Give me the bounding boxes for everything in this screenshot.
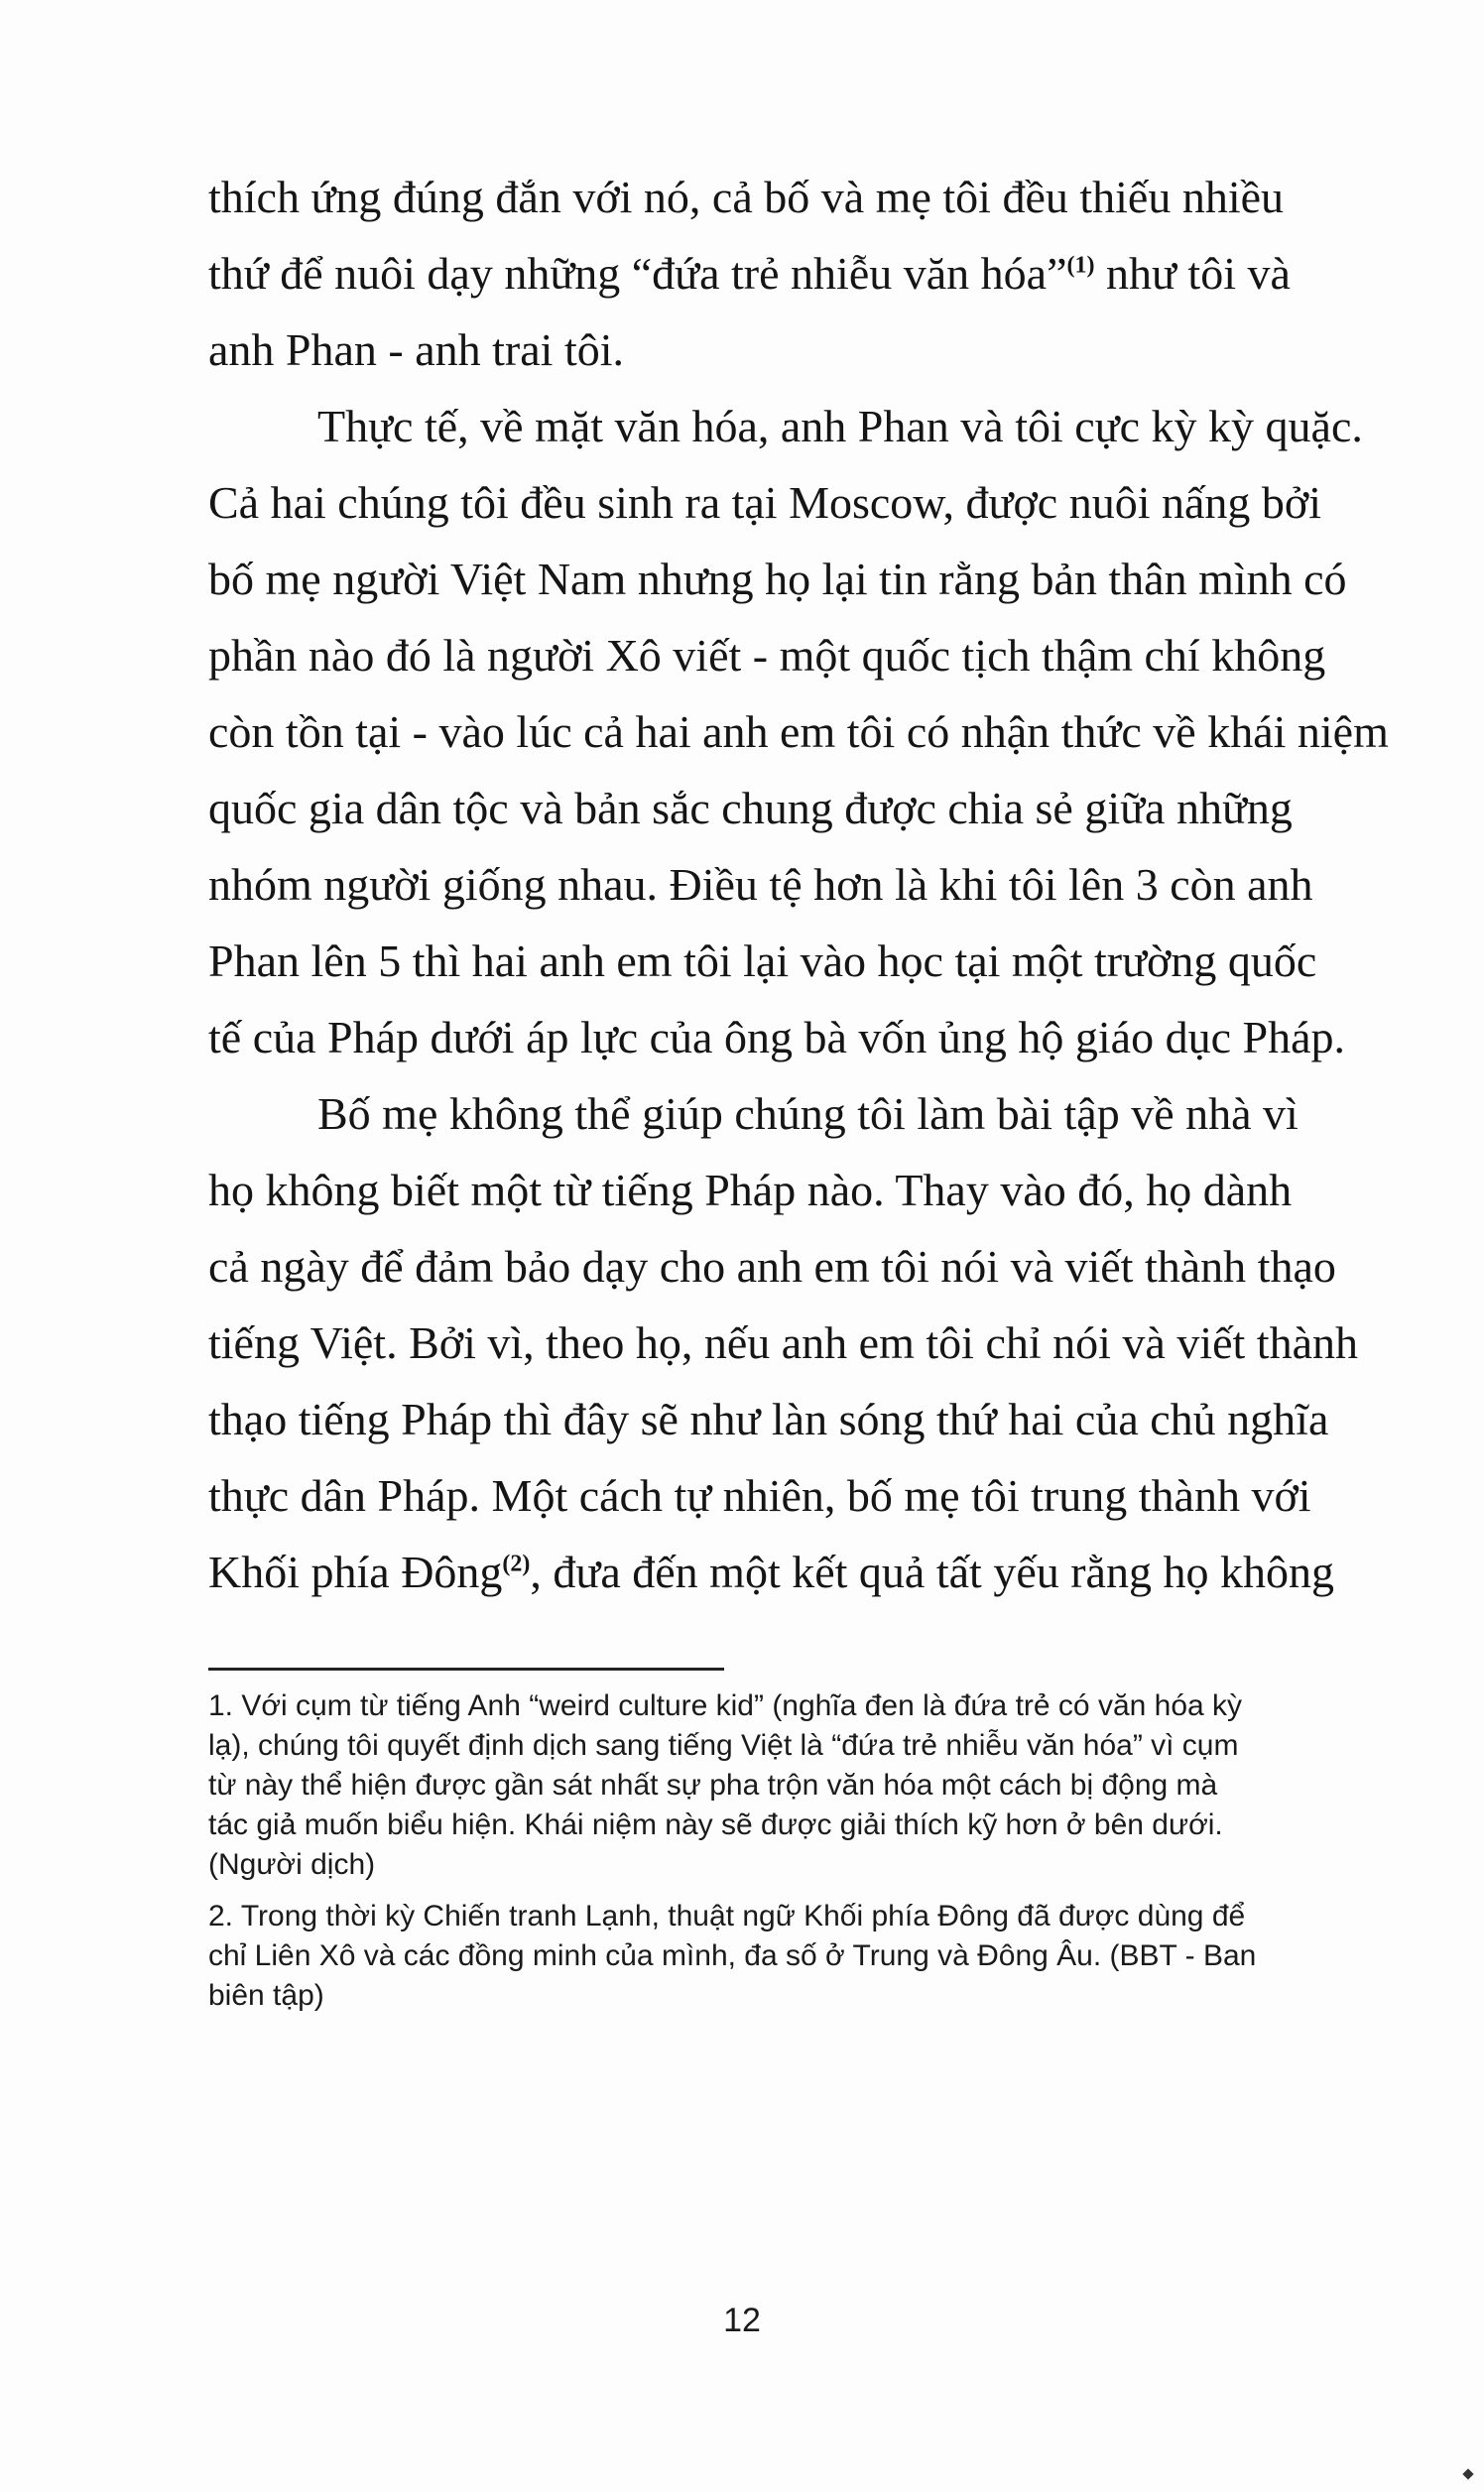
footnote-reference: (1)	[1066, 252, 1095, 279]
body-line	[208, 1305, 1379, 1381]
body-line-text-after: , đưa đến một kết quả tất yếu rằng họ không	[530, 1547, 1334, 1597]
body-line-text: bố mẹ người Việt Nam nhưng họ lại tin rằng bản thân mình có	[208, 554, 1347, 604]
footnote-divider	[208, 1668, 724, 1671]
body-line	[208, 159, 1379, 235]
corner-mark	[1462, 2468, 1473, 2479]
body-line-text: thực dân Pháp. Một cách tự nhiên, bố mẹ tôi trung thành với	[208, 1470, 1311, 1521]
body-line-text: cả ngày để đảm bảo dạy cho anh em tôi nói và viết thành thạo	[208, 1241, 1336, 1292]
body-line	[208, 1152, 1379, 1228]
body-line-text: tiếng Việt. Bởi vì, theo họ, nếu anh em tôi chỉ nói và viết thành	[208, 1317, 1359, 1368]
body-line	[208, 693, 1389, 770]
body-line-text: Thực tế, về mặt văn hóa, anh Phan và tôi cực kỳ kỳ quặc.	[317, 401, 1363, 451]
body-line-text: thạo tiếng Pháp thì đây sẽ như làn sóng thứ hai của chủ nghĩa	[208, 1394, 1329, 1444]
footnote-line: 1. Với cụm từ tiếng Anh “weird culture kid” (nghĩa đen là đứa trẻ có văn hóa kỳ	[208, 1689, 1243, 1722]
body-line	[208, 541, 1379, 617]
footnote-line: 2. Trong thời kỳ Chiến tranh Lạnh, thuật ngữ Khối phía Đông đã được dùng để	[208, 1900, 1246, 1932]
body-line	[208, 770, 1379, 846]
body-line-text: quốc gia dân tộc và bản sắc chung được chia sẻ giữa những	[208, 783, 1293, 833]
body-line-text: Cả hai chúng tôi đều sinh ra tại Moscow, được nuôi nấng bởi	[208, 477, 1322, 528]
body-line	[208, 846, 1379, 923]
footnote-line: chỉ Liên Xô và các đồng minh của mình, đa số ở Trung và Đông Âu. (BBT - Ban	[208, 1939, 1257, 1972]
footnote-line: (Người dịch)	[208, 1848, 376, 1881]
body-line-text-after: như tôi và	[1094, 248, 1291, 299]
body-line-text: Bố mẹ không thể giúp chúng tôi làm bài tập về nhà vì	[317, 1088, 1298, 1139]
body-line-text: thứ để nuôi dạy những “đứa trẻ nhiễu văn hóa”	[208, 248, 1067, 299]
body-line	[208, 617, 1379, 693]
body-line	[208, 923, 1379, 999]
body-line-text: còn tồn tại - vào lúc cả hai anh em tôi có nhận thức về khái niệm	[208, 706, 1389, 757]
body-line-text: phần nào đó là người Xô viết - một quốc tịch thậm chí không	[208, 630, 1326, 681]
body-line	[208, 1381, 1379, 1457]
body-line	[208, 1075, 1379, 1152]
page-number: 12	[723, 2302, 761, 2339]
footnote-reference: (2)	[502, 1551, 531, 1577]
body-line	[208, 1228, 1379, 1305]
footnote	[208, 1897, 1389, 2016]
body-line	[208, 1534, 1379, 1610]
body-line-text: Phan lên 5 thì hai anh em tôi lại vào học tại một trường quốc	[208, 935, 1317, 986]
footnote-line: biên tập)	[208, 1979, 324, 2012]
body-line	[208, 388, 1379, 464]
body-line	[208, 235, 1379, 312]
footnote-line: tác giả muốn biểu hiện. Khái niệm này sẽ được giải thích kỹ hơn ở bên dưới.	[208, 1808, 1223, 1841]
footnote-line: từ này thể hiện được gần sát nhất sự pha trộn văn hóa một cách bị động mà	[208, 1769, 1218, 1802]
body-line-text: nhóm người giống nhau. Điều tệ hơn là khi tôi lên 3 còn anh	[208, 859, 1313, 910]
body-line-text: họ không biết một từ tiếng Pháp nào. Thay vào đó, họ dành	[208, 1165, 1293, 1215]
body-line-text: Khối phía Đông	[208, 1547, 503, 1597]
body-line-text: anh Phan - anh trai tôi.	[208, 324, 625, 375]
body-line-text: thích ứng đúng đắn với nó, cả bố và mẹ tôi đều thiếu nhiều	[208, 172, 1285, 222]
body-line	[208, 312, 1379, 388]
footnotes	[208, 1686, 1389, 2028]
body-line	[208, 464, 1379, 541]
footnote-line: lạ), chúng tôi quyết định dịch sang tiếng Việt là “đứa trẻ nhiễu văn hóa” vì cụm	[208, 1729, 1239, 1762]
body-line	[208, 999, 1379, 1075]
body-line-text: tế của Pháp dưới áp lực của ông bà vốn ủng hộ giáo dục Pháp.	[208, 1012, 1345, 1062]
body-text	[208, 159, 1389, 1610]
body-line	[208, 1457, 1379, 1534]
footnote	[208, 1686, 1389, 1885]
